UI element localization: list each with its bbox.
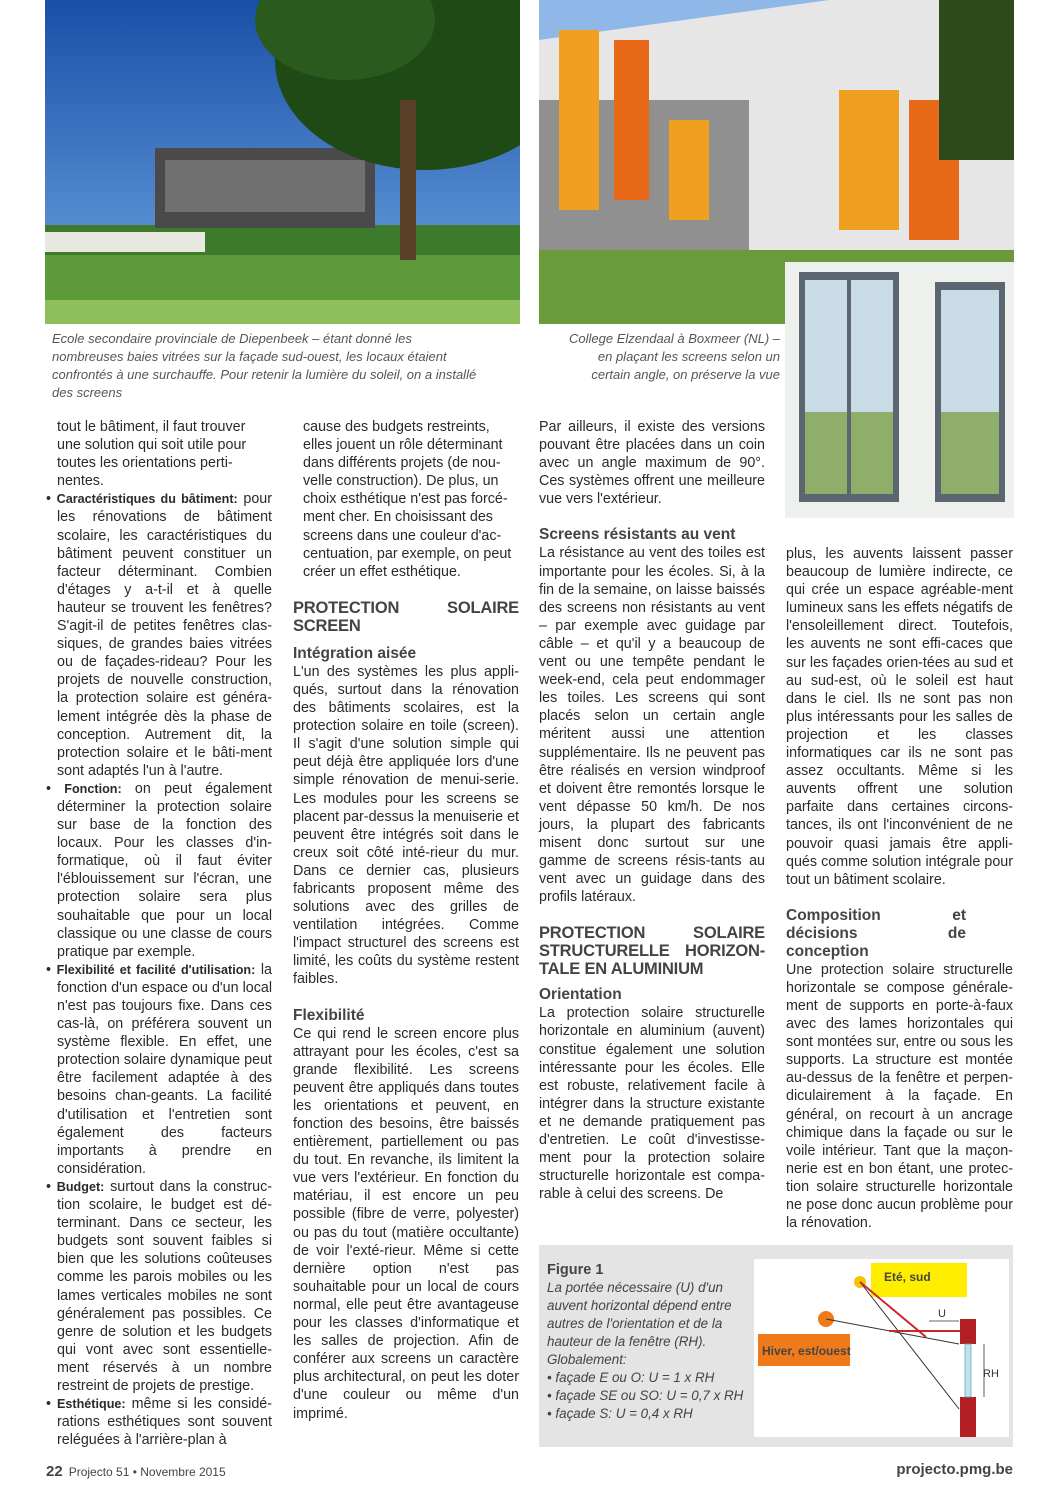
paragraph-indirect-light: plus, les auvents laissent passer beaucoup de lumière indirecte, ce qui crée un espace agréable-ment lumineux sans les effets négatifs de l'ensoleillement direct. Toutefois, les auvents ne sont effi-caces que sur les façades orien-tées au sud et au sud-est, où le soleil est haut dans le ciel. Ils ne sont pas non plus intéressants pour les salles de projection et les classes informatiques car ils ne sont pas assez occultants. Même si les auvents offrent une solution parfaite dans certaines circons-tances, ils ont l'inconvénient de ne pouvoir quasi jamais être appli-qués comme solution intégrale pour tout un bâtiment scolaire. <box>786 546 1013 888</box>
photo-classroom-windows <box>785 262 1014 518</box>
label-winter: Hiver, est/ouest <box>762 1344 851 1358</box>
footer-site: projecto.pmg.be <box>896 1461 1013 1478</box>
figure-item: • façade SE ou SO: U = 0,7 x RH <box>547 1388 744 1403</box>
paragraph-orientation: La protection solaire structurelle horizontale en aluminium (auvent) constitue également une solution intéressante pour les écoles. Elle est robuste, relativement facile à intégrer dans la structure existante et ne demande pratiquement pas d'entretien. Le coût d'investisse-ment pour la protection solaire structurelle horizontale est compa-rable à celui des screens. De <box>539 1005 765 1203</box>
subheading-flexibility: Flexibilité <box>293 1006 365 1024</box>
section-heading-horizontal: PROTECTION SOLAIRE STRUCTURELLE HORIZON-TALE EN ALUMINIUM <box>539 924 765 979</box>
bullet-building: • Caractéristiques du bâtiment: pour les rénovations de bâtiment scolaire, les caractéristiques du bâtiment peuvent constituer un facteur déterminant. Combien d'étages y a-t-il et à quelle hauteur se trouvent les fenêtres? S'agit-il de petites fenêtres clas-siques, de grandes baies vitrées ou de façades-rideau? Pour les projets de nouvelle construction, la protection solaire est généra-lement intégrée dès la phase de conception. Autrement dit, la protection solaire et le bâti-ment sont adaptés l'un à l'autre. <box>46 491 273 779</box>
bullet-flexibility: • Flexibilité et facilité d'utilisation: la fonction d'un espace ou d'un local n'est pas toujours fixe. Dans ces cas-là, on préférera souvent un système flexible. En effet, une protection solaire dynamique peut être facilement adaptée à des besoins chan-geants. La facilité d'utilisation et l'entretien sont également des facteurs importants à prendre en considération. <box>46 961 273 1177</box>
figure-text <box>547 1261 747 1423</box>
column-1 <box>46 418 272 1449</box>
bullet-aesthetic: • Esthétique: même si les considé-rations esthétiques sont souvent reléguées à l'arrière-plan à <box>46 1396 272 1449</box>
bullet-text: la fonction d'un espace ou d'un local n'est pas toujours fixe. Dans ces cas-là, on préférera souvent un système flexible. En effet, une protection solaire dynamique peut être facilement adaptée à des besoins chan-geants. La facilité d'utilisation et l'entretien sont également des facteurs importants à prendre en considération. <box>57 961 273 1177</box>
caption-left: Ecole secondaire provinciale de Diepenbeek – étant donné les nombreuses baies vitrées sur la façade sud-ouest, les locaux étaient confrontés à une surchauffe. Pour retenir la lumière du soleil, on a installé des screens <box>52 331 477 400</box>
col2-intro: cause des budgets restreints, elles jouent un rôle déterminant dans différents projets (de nou-velle construction). De plus, un choix esthétique n'est pas forcé-ment cher. En choisissant des screens dans une couleur d'ac-centuation, par exemple, on peut créer un effet esthétique. <box>303 419 512 580</box>
figure-1 <box>539 1245 1013 1447</box>
photo-diepenbeek-school <box>45 0 520 324</box>
paragraph-flexibility: Ce qui rend le screen encore plus attrayant pour les écoles, c'est sa grande flexibilité. Les screens peuvent être appliqués dans toutes les orientations et peuvent, en fonction des besoins, être baissés entièrement, partiellement ou pas du tout. En revanche, ils limitent la vue vers l'extérieur. En fonction du matériau, il est encore un peu possible (fibre de verre, polyester) ou pas du tout (matière occultante) de voir l'exté-rieur. Même si cette dernière option n'est pas souhaitable pour un local de cours normal, elle peut être avantageuse pour les classes d'informatique et les salles de projection. Afin de conférer aux screens un caractère plus architectural, on peut les doter d'une couleur ou même d'un imprimé. <box>293 1025 519 1422</box>
bullet-term: Fonction: <box>64 781 122 796</box>
label-u: U <box>938 1308 946 1320</box>
bullet-budget: • Budget: surtout dans la construc-tion scolaire, le budget est dé-terminant. Dans ce secteur, les budgets sont souvent faibles si bien que les solutions coûteuses comme les parois mobiles ou les lames verticales mobiles ne sont généralement pas possibles. Ce genre de solution et les budgets qui vont avec sont essentielle-ment réservés à un nombre restreint de projets de prestige. <box>46 1178 272 1394</box>
subheading-orientation: Orientation <box>539 986 622 1004</box>
bullet-text: surtout dans la construc-tion scolaire, le budget est dé-terminant. Dans ce secteur, les budgets sont souvent faibles si bien que les solutions coûteuses comme les parois mobiles ou les lames verticales mobiles ne sont généralement pas possibles. Ce genre de solution et les budgets qui vont avec sont essentielle-ment réservés à un nombre restreint de projets de prestige. <box>57 1178 272 1394</box>
bullet-term: Esthétique: <box>57 1397 126 1412</box>
paragraph-integration: L'un des systèmes les plus appli-qués, surtout dans la rénovation des bâtiments scolaires, est la protection solaire en toile (screen). Il s'agit d'une solution simple qui peut déjà être appliquée lors d'une simple rénovation de menui-serie. Les modules pour les screens se placent par-dessus la menuiserie et peuvent être intégrés soit dans le creux soit côté inté-rieur du mur. Dans ce dernier cas, plusieurs fabricants proposent même des solutions avec des grilles de ventilation intégrées. Comme l'impact structurel des screens est limité, les coûts du système restent faibles. <box>293 663 519 988</box>
subheading-integration: Intégration aisée <box>293 644 417 662</box>
column-2 <box>293 418 519 1423</box>
bullet-term: Caractéristiques du bâtiment: <box>56 492 238 507</box>
figure-item: • façade E ou O: U = 1 x RH <box>547 1370 715 1385</box>
figure-description: La portée nécessaire (U) d'un auvent horizontal dépend entre autres de l'orientation et de la hauteur de la fenêtre (RH). Globalement: <box>547 1280 732 1367</box>
paragraph-corner: Par ailleurs, il existe des versions pouvant être placées dans un coin avec un angle maximum de 90°. Ces systèmes offrent une meilleure vue vers l'extérieur. <box>539 419 765 508</box>
issue-info: Projecto 51 • Novembre 2015 <box>68 1465 226 1479</box>
column-3 <box>539 418 765 1203</box>
footer-issue <box>46 1463 226 1480</box>
col1-intro: tout le bâtiment, il faut trouver une solution qui soit utile pour toutes les orientations perti-nentes. <box>57 419 247 490</box>
paragraph-composition: Une protection solaire structurelle horizontale se compose générale-ment de supports en porte-à-faux avec des lames horizontales qui sont montées sur, entre ou sous les supports. La structure est montée au-dessus de la fenêtre et perpen-diculairement à la façade. En général, on recourt à un ancrage chimique dans la façade ou sur le voile intérieur. Tant que la maçon-nerie est en bon étant, une protec-tion solaire structurelle horizontale ne pose donc aucun problème pour la rénovation. <box>786 961 1013 1232</box>
bullet-term: Budget: <box>56 1179 105 1194</box>
subheading-wind: Screens résistants au vent <box>539 526 736 544</box>
bullet-term: Flexibilité et facilité d'utilisation: <box>56 962 256 977</box>
paragraph-wind: La résistance au vent des toiles est importante pour les écoles. Si, à la fin de la semaine, on laisse baissés des screens non résistants au vent – par exemple avec guidage par câble – et qu'il y a beaucoup de vent ou une tempête pendant le week-end, cela peut endommager les toiles. Les screens qui sont placés selon un certain angle méritent aussi une attention supplémentaire. Ils ne peuvent pas être réalisés en version windproof et doivent être remontés lorsque le vent dépasse 50 km/h. De nos jours, la plupart des fabricants misent donc surtout sur une gamme de screens résis-tants au vent avec un guidage dans des profils latéraux. <box>539 545 765 906</box>
label-summer: Eté, sud <box>884 1270 931 1284</box>
column-4 <box>786 545 1013 1232</box>
figure-item: • façade S: U = 0,4 x RH <box>547 1406 693 1421</box>
awning-diagram <box>754 1259 1009 1437</box>
bullet-text: même si les considé-rations esthétiques sont souvent reléguées à l'arrière-plan à <box>57 1396 272 1449</box>
section-heading-screen: PROTECTION SOLAIRE SCREEN <box>293 598 519 635</box>
bullet-text: on peut également déterminer la protection solaire sur base de la fonction des locaux. Pour les classes d'in-formatique, où il faut éviter l'éblouissement sur l'écran, une protection solaire sera plus souhaitable que pour un local classique ou une classe de cours pratique par exemple. <box>57 780 272 960</box>
caption-right: College Elzendaal à Boxmeer (NL) – en plaçant les screens selon un certain angle, on préserve la vue <box>569 331 780 382</box>
page-number: 22 <box>46 1463 63 1480</box>
bullet-function: • Fonction: on peut également déterminer la protection solaire sur base de la fonction des locaux. Pour les classes d'in-formatique, où il faut éviter l'éblouissement sur l'écran, une protection solaire sera plus souhaitable que pour un local classique ou une classe de cours pratique par exemple. <box>46 780 272 960</box>
bullet-text: pour les rénovations de bâtiment scolaire, les caractéristiques du bâtiment peuvent constituer un facteur déterminant. Combien d'étages y a-t-il et à quelle hauteur se trouvent les fenêtres? S'agit-il de petites fenêtres clas-siques, de grandes baies vitrées ou de façades-rideau? Pour les projets de nouvelle construction, la protection solaire est généra-lement intégrée dès la phase de conception. Autrement dit, la protection solaire et le bâti-ment sont adaptés l'un à l'autre. <box>57 491 273 779</box>
subheading-composition: Composition et décisions de conception <box>786 906 966 960</box>
figure-title: Figure 1 <box>547 1262 604 1278</box>
label-rh: RH <box>983 1368 999 1380</box>
